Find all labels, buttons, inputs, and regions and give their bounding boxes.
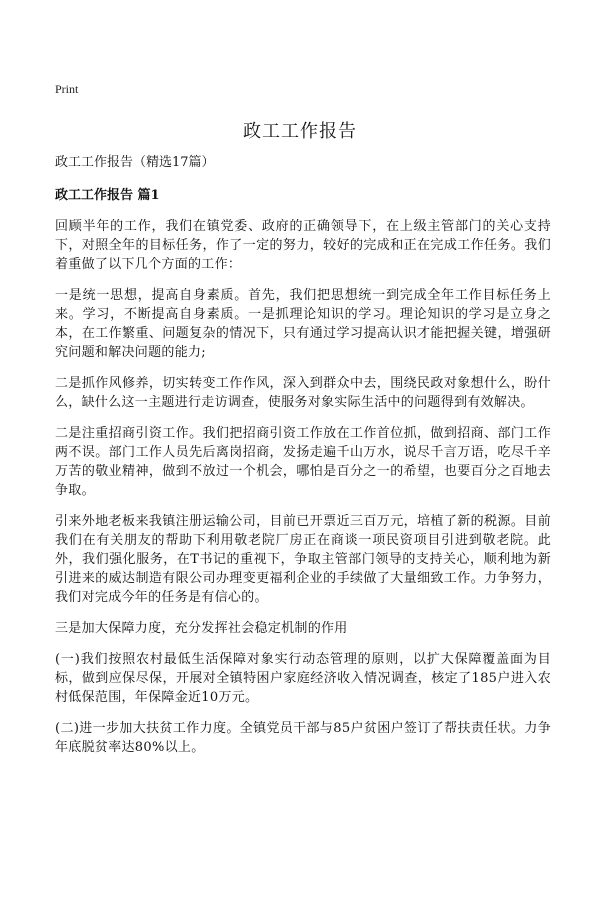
paragraph-investment: 二是注重招商引资工作。我们把招商引资工作放在工作首位抓，做到招商、部门工作两不误。部门工作人员先后离岗招商，发扬走遍千山万水，说尽千言万语，吃尽千辛万苦的敬业精神，做到不放过一个机会，哪怕是百分之一的希望，也要百分之百地去争取。 bbox=[55, 426, 551, 498]
paragraph-poverty-alleviation: (二)进一步加大扶贫工作力度。全镇党员干部与85户贫困户签订了帮扶责任状。力争年底脱贫率达80%以上。 bbox=[55, 721, 551, 755]
paragraph-minimum-living: (一)我们按照农村最低生活保障对象实行动态管理的原则，以扩大保障覆盖面为目标，做到应保尽保，开展对全镇特困户家庭经济收入情况调查，核定了185户进入农村低保范围，年保障金近10万元。 bbox=[55, 652, 551, 705]
paragraph-work-style: 二是抓作风修养，切实转变工作作风，深入到群众中去，围绕民政对象想什么，盼什么，缺什么这一主题进行走访调查，使服务对象实际生活中的问题得到有效解决。 bbox=[55, 376, 551, 410]
document-body bbox=[55, 217, 551, 769]
print-label: Print bbox=[55, 82, 79, 96]
document-subtitle: 政工工作报告（精选17篇） bbox=[55, 155, 215, 170]
paragraph-outside-bosses: 引来外地老板来我镇注册运输公司，目前已开票近三百万元，培植了新的税源。目前我们在有关朋友的帮助下利用敬老院厂房正在商谈一项民资项目引进到敬老院。此外，我们强化服务，在T书记的重视下，争取主管部门领导的支持关心，顺利地为新引进来的威达制造有限公司办理变更福利企业的手续做了大量细致工作。力争努力，我们对完成今年的任务是有信心的。 bbox=[55, 514, 551, 605]
paragraph-security-heading: 三是加大保障力度，充分发挥社会稳定机制的作用 bbox=[55, 621, 348, 636]
paragraph-unify-thinking: 一是统一思想，提高自身素质。首先，我们把思想统一到完成全年工作目标任务上来。学习，不断提高自身素质。一是抓理论知识的学习。理论知识的学习是立身之本，在工作繁重、问题复杂的情况下，只有通过学习提高认识才能把握关键，增强研究问题和解决问题的能力; bbox=[55, 288, 551, 360]
paragraph-intro: 回顾半年的工作，我们在镇党委、政府的正确领导下，在上级主管部门的关心支持下，对照全年的目标任务，作了一定的努力，较好的完成和正在完成工作任务。我们着重做了以下几个方面的工作： bbox=[55, 219, 551, 272]
document-title: 政工工作报告 bbox=[243, 121, 357, 142]
section-heading: 政工工作报告 篇1 bbox=[55, 188, 160, 203]
